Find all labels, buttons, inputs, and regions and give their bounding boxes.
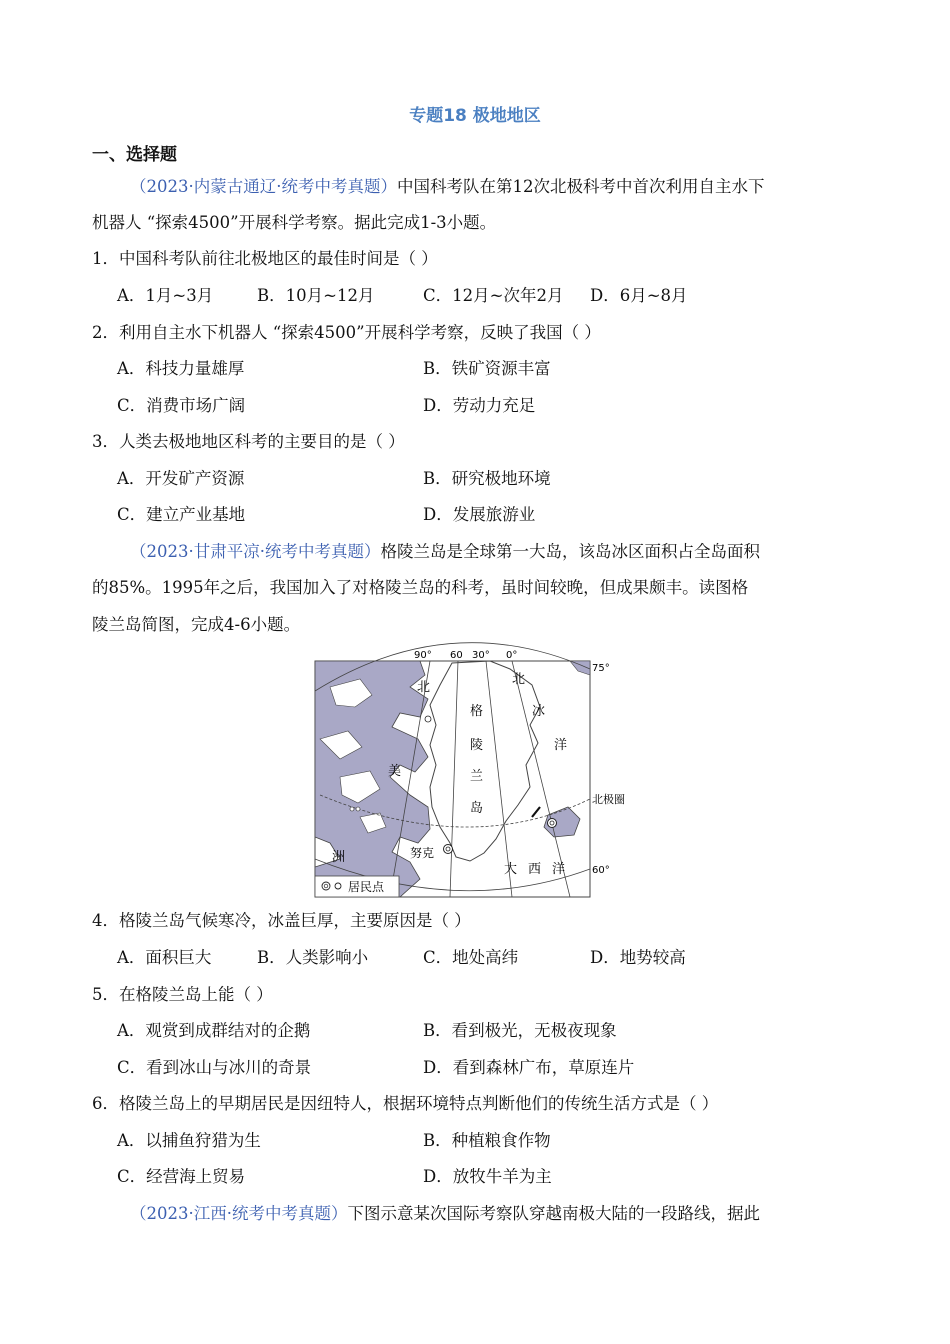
q2-option-d: D．劳动力充足 bbox=[423, 396, 536, 415]
intro2-line2: 的85%。1995年之后，我国加入了对格陵兰岛的科考，虽时间较晚，但成果颇丰。读图格 bbox=[92, 578, 749, 597]
label-bei-left: 北 bbox=[417, 680, 431, 695]
q2-option-b: B．铁矿资源丰富 bbox=[423, 359, 551, 378]
label-bing: 冰 bbox=[532, 704, 546, 719]
intro3-line1 bbox=[130, 1203, 760, 1225]
q1-option-c: C．12月~次年2月 bbox=[423, 286, 564, 305]
island-char-4: 岛 bbox=[470, 801, 484, 816]
label-atlantic-1: 大 bbox=[504, 862, 518, 877]
island-char-2: 陵 bbox=[470, 738, 484, 753]
small-marker-1 bbox=[350, 807, 354, 811]
q5-option-a: A．观赏到成群结对的企鹅 bbox=[117, 1021, 311, 1040]
q6-stem: 6．格陵兰岛上的早期居民是因纽特人，根据环境特点判断他们的传统生活方式是（ ） bbox=[92, 1094, 719, 1113]
settlement-marker bbox=[425, 716, 431, 722]
nuuk-marker-inner bbox=[446, 847, 450, 851]
lat-label-60: 60° bbox=[592, 865, 610, 876]
q2-option-a: A．科技力量雄厚 bbox=[117, 359, 245, 378]
q4-stem: 4．格陵兰岛气候寒冷，冰盖巨厚，主要原因是（ ） bbox=[92, 911, 471, 930]
lon-label-0: 0° bbox=[506, 650, 518, 661]
q3-option-b: B．研究极地环境 bbox=[423, 469, 551, 488]
q1-stem: 1．中国科考队前往北极地区的最佳时间是（ ） bbox=[92, 249, 438, 268]
q3-option-c: C．建立产业基地 bbox=[117, 505, 246, 524]
intro2-source: （2023·甘肃平凉·统考中考真题） bbox=[130, 542, 381, 561]
q2-stem: 2．利用自主水下机器人 “探索4500”开展科学考察，反映了我国（ ） bbox=[92, 323, 601, 342]
q2-option-c: C．消费市场广阔 bbox=[117, 396, 246, 415]
legend-marker-inner bbox=[324, 884, 328, 888]
island-char-3: 兰 bbox=[470, 769, 484, 784]
q3-option-a: A．开发矿产资源 bbox=[117, 469, 245, 488]
q4-option-a: A．面积巨大 bbox=[117, 948, 212, 967]
intro2-line1 bbox=[130, 541, 760, 563]
q1-option-a: A．1月~3月 bbox=[117, 286, 214, 305]
intro2-line3: 陵兰岛简图，完成4-6小题。 bbox=[92, 615, 301, 634]
page-title: 专题18 极地地区 bbox=[409, 106, 541, 126]
label-zhou: 洲 bbox=[332, 850, 346, 865]
intro1-line1 bbox=[130, 176, 764, 198]
greenland-map bbox=[300, 647, 625, 899]
q3-option-d: D．发展旅游业 bbox=[423, 505, 536, 524]
island-char-1: 格 bbox=[470, 704, 484, 719]
label-atlantic-3: 洋 bbox=[552, 862, 566, 877]
label-nuuk: 努克 bbox=[410, 846, 435, 860]
q1-option-d: D．6月~8月 bbox=[590, 286, 688, 305]
q6-option-b: B．种植粮食作物 bbox=[423, 1131, 551, 1150]
intro1-source: （2023·内蒙古通辽·统考中考真题） bbox=[130, 177, 397, 196]
q5-option-c: C．看到冰山与冰川的奇景 bbox=[117, 1058, 312, 1077]
legend-marker-small bbox=[335, 883, 341, 889]
label-arctic-circle: 北极圈 bbox=[592, 793, 625, 806]
q6-option-a: A．以捕鱼狩猎为生 bbox=[117, 1131, 261, 1150]
q5-option-d: D．看到森林广布，草原连片 bbox=[423, 1058, 635, 1077]
q4-option-c: C．地处高纬 bbox=[423, 948, 519, 967]
q4-option-b: B．人类影响小 bbox=[257, 948, 369, 967]
lon-label-30: 30° bbox=[472, 650, 490, 661]
label-atlantic-2: 西 bbox=[528, 862, 542, 877]
intro3-source: （2023·江西·统考中考真题） bbox=[130, 1204, 348, 1223]
small-marker-2 bbox=[356, 807, 360, 811]
label-yang: 洋 bbox=[554, 738, 568, 753]
label-mei: 美 bbox=[388, 764, 402, 779]
intro3-text1: 下图示意某次国际考察队穿越南极大陆的一段路线，据此 bbox=[347, 1204, 760, 1223]
section-heading: 一、选择题 bbox=[92, 145, 177, 165]
q4-option-d: D．地势较高 bbox=[590, 948, 686, 967]
lat-label-75: 75° bbox=[592, 663, 610, 674]
q6-option-c: C．经营海上贸易 bbox=[117, 1167, 246, 1186]
q1-option-b: B．10月~12月 bbox=[257, 286, 375, 305]
intro2-text1: 格陵兰岛是全球第一大岛，该岛冰区面积占全岛面积 bbox=[380, 542, 760, 561]
intro1-line2: 机器人 “探索4500”开展科学考察。据此完成1-3小题。 bbox=[92, 213, 497, 232]
label-bei-right: 北 bbox=[512, 672, 526, 687]
legend-label: 居民点 bbox=[348, 880, 385, 894]
q3-stem: 3．人类去极地地区科考的主要目的是（ ） bbox=[92, 432, 405, 451]
reykjavik-marker-inner bbox=[550, 821, 554, 825]
q6-option-d: D．放牧牛羊为主 bbox=[423, 1167, 552, 1186]
q5-option-b: B．看到极光，无极夜现象 bbox=[423, 1021, 617, 1040]
lon-label-60: 60 bbox=[450, 650, 463, 661]
lon-label-90: 90° bbox=[414, 650, 432, 661]
q5-stem: 5．在格陵兰岛上能（ ） bbox=[92, 985, 273, 1004]
intro1-text1: 中国科考队在第12次北极科考中首次利用自主水下 bbox=[396, 177, 765, 196]
